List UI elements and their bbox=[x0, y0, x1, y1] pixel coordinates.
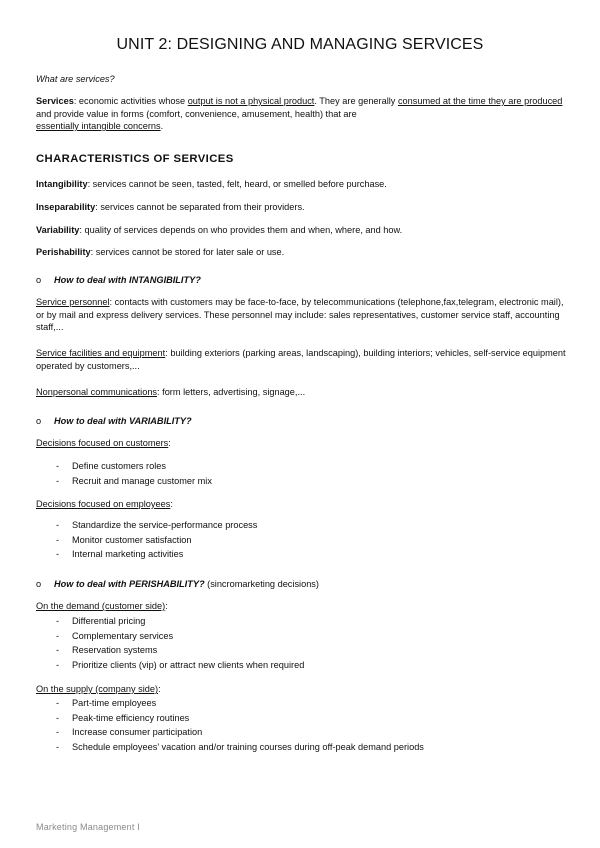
services-text-2: . They are generally bbox=[314, 96, 398, 106]
item-text: : contacts with customers may be face-to-face, by telecommunications (telephone,fax,telegram, electronic mail), or by mail and express delivery services. These personnel may include: sales representatives, customer service staff, accounting staff,... bbox=[36, 297, 564, 333]
colon: : bbox=[170, 499, 173, 509]
list-item-text: Reservation systems bbox=[72, 645, 158, 656]
list-item-text: Part-time employees bbox=[72, 698, 157, 708]
nonpersonal-communications-paragraph bbox=[36, 386, 566, 399]
dash: - bbox=[56, 630, 60, 641]
services-definition bbox=[36, 95, 566, 133]
services-term: Services bbox=[36, 96, 74, 106]
list-item-text: Complementary services bbox=[72, 630, 174, 641]
page-title: UNIT 2: DESIGNING AND MANAGING SERVICES bbox=[116, 36, 484, 53]
list-item-text: Define customers roles bbox=[72, 461, 166, 471]
list-item-text: Prioritize clients (vip) or attract new clients when required bbox=[72, 659, 305, 670]
characteristic-text: : services cannot be separated from their providers. bbox=[95, 202, 305, 212]
characteristic-term: Intangibility bbox=[36, 179, 88, 189]
customers-label bbox=[36, 437, 566, 450]
employees-label-text: Decisions focused on employees bbox=[36, 499, 171, 509]
list-item-text: Differential pricing bbox=[72, 616, 146, 626]
variability-heading bbox=[36, 415, 192, 427]
intangibility-heading bbox=[36, 274, 201, 286]
item-term: Nonpersonal communications bbox=[36, 387, 158, 397]
service-personnel-paragraph bbox=[36, 296, 566, 334]
dash: - bbox=[56, 698, 60, 708]
dash: - bbox=[56, 534, 60, 545]
list-item-text: Peak-time efficiency routines bbox=[72, 712, 190, 723]
demand-label bbox=[36, 600, 566, 613]
list-item-text: Recruit and manage customer mix bbox=[72, 475, 212, 486]
bullet-marker: o bbox=[36, 275, 42, 285]
perishability-heading-note: (sincromarketing decisions) bbox=[204, 579, 319, 589]
demand-label-text: On the demand (customer side) bbox=[36, 601, 166, 611]
bullet-marker: o bbox=[36, 416, 42, 426]
characteristic-variability bbox=[36, 224, 566, 237]
services-underline-3: essentially intangible concerns bbox=[36, 121, 161, 132]
services-text-3: and provide value in forms (comfort, convenience, amusement, health) that are bbox=[36, 108, 357, 119]
dash: - bbox=[56, 727, 60, 738]
list-item-text: Standardize the service-performance process bbox=[72, 520, 258, 530]
services-text-4: . bbox=[160, 121, 164, 132]
dash: - bbox=[56, 616, 60, 626]
dash: - bbox=[56, 712, 60, 723]
characteristic-perishability bbox=[36, 246, 566, 259]
characteristic-text: : services cannot be stored for later sale or use. bbox=[90, 247, 285, 257]
service-facilities-paragraph bbox=[36, 347, 566, 372]
dash: - bbox=[56, 461, 60, 471]
list-item-text: Increase consumer participation bbox=[72, 727, 203, 738]
characteristics-heading: CHARACTERISTICS OF SERVICES bbox=[36, 153, 234, 165]
item-term: Service personnel bbox=[36, 297, 110, 307]
bullet-marker: o bbox=[36, 579, 42, 589]
colon: : bbox=[165, 601, 168, 611]
services-underline-2: consumed at the time they are produced bbox=[397, 96, 563, 106]
employees-label bbox=[36, 498, 566, 511]
item-text: : form letters, advertising, signage,... bbox=[157, 387, 306, 397]
characteristic-text: : quality of services depends on who provides them and when, where, and how. bbox=[79, 225, 403, 235]
perishability-heading bbox=[36, 578, 319, 590]
question-heading: What are services? bbox=[36, 74, 115, 84]
dash: - bbox=[56, 741, 60, 752]
perishability-heading-text: How to deal with PERISHABILITY? bbox=[54, 579, 205, 589]
characteristic-text: : services cannot be seen, tasted, felt, heard, or smelled before purchase. bbox=[87, 179, 387, 189]
item-term: Service facilities and equipment bbox=[36, 348, 166, 358]
list-item-text: Schedule employees’ vacation and/or training courses during off-peak demand periods bbox=[72, 741, 424, 752]
dash: - bbox=[56, 475, 60, 486]
customers-label-text: Decisions focused on customers bbox=[36, 438, 169, 448]
list-item-text: Monitor customer satisfaction bbox=[72, 534, 192, 545]
supply-label bbox=[36, 683, 566, 696]
item-text: : building exteriors (parking areas, landscaping), building interiors; vehicles, self-service equipment operated by customers,... bbox=[36, 348, 566, 371]
dash: - bbox=[56, 520, 60, 530]
list-item-text: Internal marketing activities bbox=[72, 549, 184, 560]
page-footer: Marketing Management I bbox=[36, 822, 140, 832]
characteristic-intangibility bbox=[36, 178, 566, 191]
characteristic-term: Inseparability bbox=[36, 202, 96, 212]
supply-label-text: On the supply (company side) bbox=[36, 684, 159, 694]
colon: : bbox=[168, 438, 171, 448]
dash: - bbox=[56, 645, 60, 656]
dash: - bbox=[56, 549, 60, 560]
intangibility-heading-text: How to deal with INTANGIBILITY? bbox=[54, 275, 201, 285]
characteristic-inseparability bbox=[36, 201, 566, 214]
colon: : bbox=[158, 684, 161, 694]
dash: - bbox=[56, 659, 60, 670]
variability-heading-text: How to deal with VARIABILITY? bbox=[54, 416, 192, 426]
characteristic-term: Variability bbox=[36, 225, 80, 235]
services-underline-1: output is not a physical product bbox=[187, 96, 315, 106]
characteristic-term: Perishability bbox=[36, 247, 91, 257]
services-text-1: : economic activities whose bbox=[73, 96, 188, 106]
